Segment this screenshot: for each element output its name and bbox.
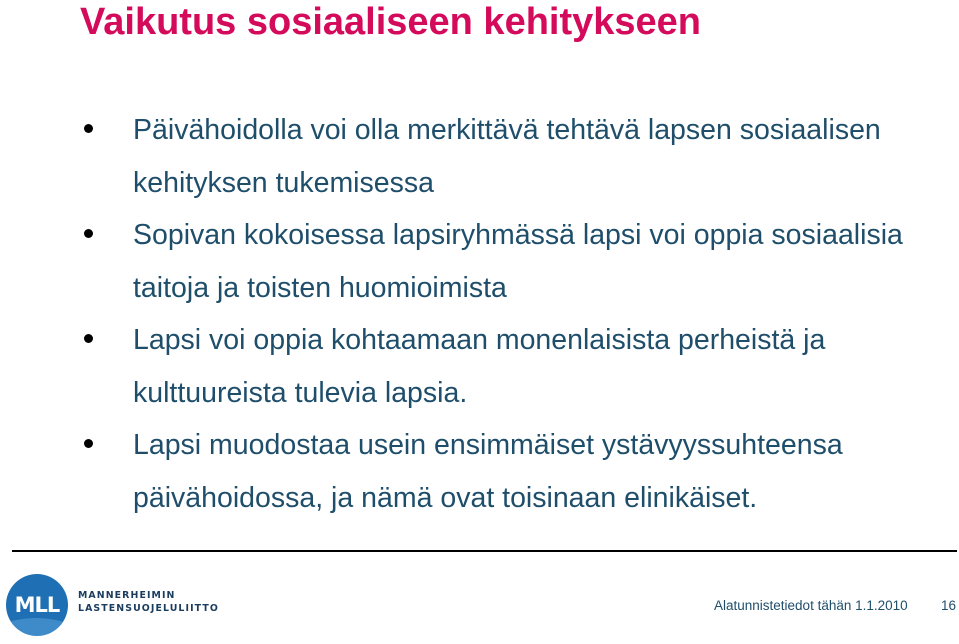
bullet-dot-icon bbox=[84, 229, 93, 238]
bullet-item bbox=[60, 209, 950, 314]
bullet-text: Lapsi muodostaa usein ensimmäiset ystävyyssuhteensa päivähoidossa, ja nämä ovat toisinaan elinikäiset. bbox=[133, 429, 843, 514]
logo-name-line2: LASTENSUOJELULIITTO bbox=[78, 603, 219, 614]
logo-name-line1: MANNERHEIMIN bbox=[78, 590, 176, 601]
bullet-list bbox=[60, 104, 950, 524]
footer-divider bbox=[12, 550, 957, 552]
logo-mark: MLL bbox=[14, 593, 60, 617]
bullet-text: Sopivan kokoisessa lapsiryhmässä lapsi voi oppia sosiaalisia taitoja ja toisten huomioimista bbox=[133, 219, 903, 304]
mll-logo bbox=[6, 574, 219, 636]
bullet-dot-icon bbox=[84, 334, 93, 343]
bullet-item bbox=[60, 314, 950, 419]
logo-name bbox=[78, 589, 219, 615]
bullet-text: Lapsi voi oppia kohtaamaan monenlaisista perheistä ja kulttuureista tulevia lapsia. bbox=[133, 324, 826, 409]
bullet-dot-icon bbox=[84, 439, 93, 448]
bullet-text: Päivähoidolla voi olla merkittävä tehtävä lapsen sosiaalisen kehityksen tukemisessa bbox=[133, 114, 881, 199]
bullet-dot-icon bbox=[84, 124, 93, 133]
bullet-item bbox=[60, 419, 950, 524]
bullet-item bbox=[60, 104, 950, 209]
page-number: 16 bbox=[941, 598, 957, 613]
footer-text: Alatunnistetiedot tähän 1.1.2010 bbox=[714, 598, 908, 613]
slide-title: Vaikutus sosiaaliseen kehitykseen bbox=[80, 1, 702, 43]
